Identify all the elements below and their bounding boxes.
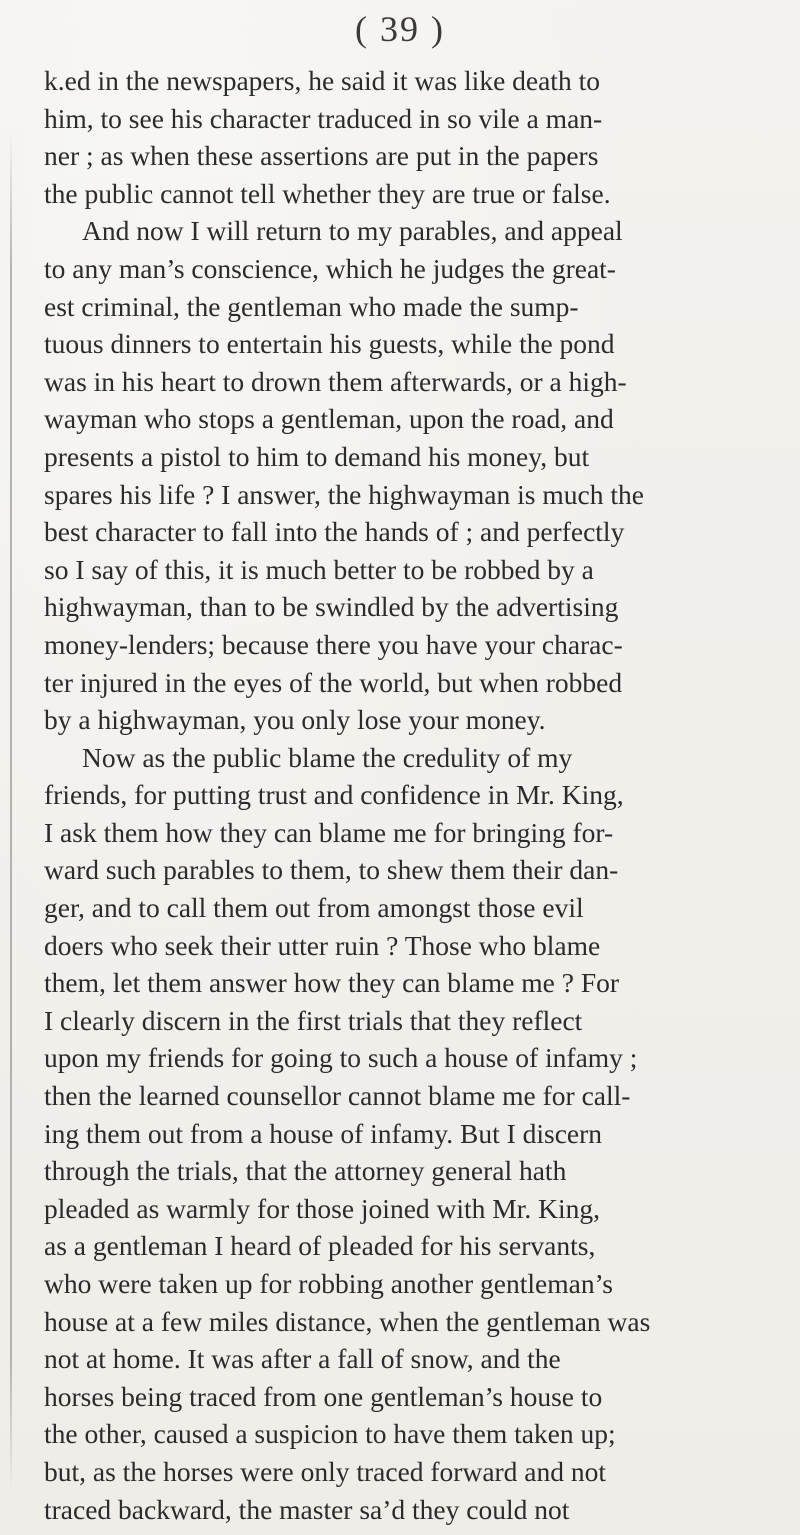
- text-line: horses being traced from one gentleman’s house to: [44, 1380, 603, 1412]
- binding-edge: [10, 130, 12, 1490]
- text-line: friends, for putting trust and confidence in Mr. King,: [44, 779, 624, 811]
- text-line: ing them out from a house of infamy. But I discern: [44, 1117, 603, 1149]
- text-line: them, let them answer how they can blame me ? For: [44, 967, 620, 999]
- text-line: not at home. It was after a fall of snow, and the: [44, 1343, 561, 1375]
- text-line: house at a few miles distance, when the gentleman was: [44, 1305, 651, 1337]
- text-line: Now as the public blame the credulity of my: [82, 741, 573, 773]
- text-line: spares his life ? I answer, the highwayman is much the: [44, 478, 644, 510]
- text-line: doers who seek their utter ruin ? Those who blame: [44, 929, 601, 961]
- text-line: best character to fall into the hands of ; and perfectly: [44, 516, 625, 548]
- text-line: was in his heart to drown them afterwards, or a high-: [44, 365, 627, 397]
- text-line: highwayman, than to be swindled by the advertising: [44, 591, 619, 623]
- text-line: money-lenders; because there you have your charac-: [44, 628, 623, 660]
- text-line: I ask them how they can blame me for bringing for-: [44, 816, 614, 848]
- text-line: pleaded as warmly for those joined with Mr. King,: [44, 1192, 601, 1224]
- text-line: wayman who stops a gentleman, upon the road, and: [44, 403, 614, 435]
- text-line: I clearly discern in the first trials that they reflect: [44, 1004, 583, 1036]
- text-line: the other, caused a suspicion to have them taken up;: [44, 1418, 616, 1450]
- text-line: by a highwayman, you only lose your money.: [44, 704, 546, 736]
- text-line: est criminal, the gentleman who made the sump-: [44, 290, 579, 322]
- text-line: ger, and to call them out from amongst those evil: [44, 892, 584, 924]
- text-line: as a gentleman I heard of pleaded for his servants,: [44, 1230, 596, 1262]
- text-line: to any man’s conscience, which he judges the great-: [44, 252, 616, 284]
- text-line: traced backward, the master sa’d they could not: [44, 1493, 570, 1525]
- text-line: then the learned counsellor cannot blame me for call-: [44, 1080, 631, 1112]
- text-line: but, as the horses were only traced forward and not: [44, 1455, 607, 1487]
- text-line: presents a pistol to him to demand his money, but: [44, 440, 590, 472]
- text-line: ward such parables to them, to shew them their dan-: [44, 854, 619, 886]
- text-line: him, to see his character traduced in so vile a man-: [44, 102, 603, 134]
- body-text: [44, 62, 789, 1528]
- text-line: so I say of this, it is much better to be robbed by a: [44, 553, 594, 585]
- page-number: ( 39 ): [355, 9, 445, 49]
- text-line: tuous dinners to entertain his guests, while the pond: [44, 328, 615, 360]
- text-line: ner ; as when these assertions are put in the papers: [44, 140, 599, 172]
- text-line: upon my friends for going to such a house of infamy ;: [44, 1042, 638, 1074]
- text-line: the public cannot tell whether they are true or false.: [44, 177, 611, 209]
- text-line: through the trials, that the attorney general hath: [44, 1155, 567, 1187]
- text-line: ter injured in the eyes of the world, but when robbed: [44, 666, 623, 698]
- text-line: k.ed in the newspapers, he said it was like death to: [44, 65, 600, 96]
- text-line: And now I will return to my parables, and appeal: [82, 215, 623, 247]
- text-line: who were taken up for robbing another gentleman’s: [44, 1268, 613, 1299]
